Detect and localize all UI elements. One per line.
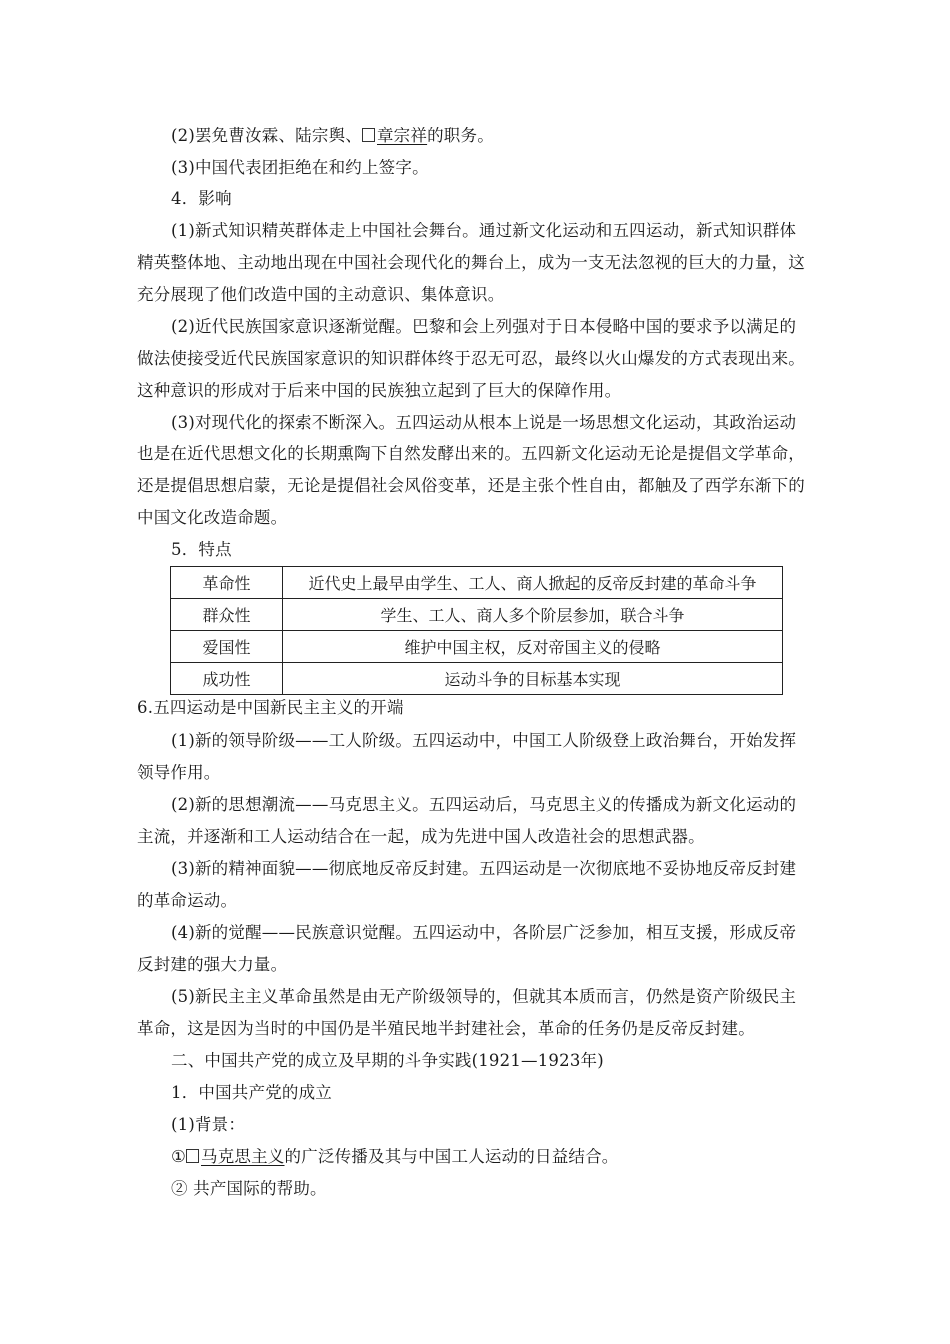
text-line [171,1147,619,1167]
circled-number: ① [171,1147,186,1166]
table-row [171,663,783,695]
text-line: (1)新的领导阶级——工人阶级。五四运动中，中国工人阶级登上政治舞台，开始发挥 [171,731,797,750]
text-line: 充分展现了他们改造中国的主动意识、集体意识。 [137,285,505,304]
text-line: 做法使接受近代民族国家意识的知识群体终于忍无可忍，最终以火山爆发的方式表现出来。 [137,349,805,368]
section-heading: 5．特点 [171,540,232,559]
table-cell-key: 爱国性 [171,631,283,663]
text-line: 革命，这是因为当时的中国仍是半殖民地半封建社会，革命的任务仍是反帝反封建。 [137,1019,755,1038]
text-line: (3)新的精神面貌——彻底地反帝反封建。五四运动是一次彻底地不妥协地反帝反封建 [171,859,797,878]
text-line: (1)背景： [171,1115,246,1134]
table-cell-value: 学生、工人、商人多个阶层参加，联合斗争 [283,599,783,631]
text-line: (3)对现代化的探索不断深入。五四运动从根本上说是一场思想文化运动，其政治运动 [171,413,797,432]
table-cell-key: 成功性 [171,663,283,695]
table-cell-value: 近代史上最早由学生、工人、商人掀起的反帝反封建的革命斗争 [283,567,783,599]
table-cell-value: 运动斗争的目标基本实现 [283,663,783,695]
text-segment: 的广泛传播及其与中国工人运动的日益结合。 [284,1147,619,1166]
table-cell-key: 群众性 [171,599,283,631]
text-line: (5)新民主主义革命虽然是由无产阶级领导的，但就其本质而言，仍然是资产阶级民主 [171,987,797,1006]
text-line: 中国文化改造命题。 [137,508,288,527]
section-heading: 4．影响 [171,189,232,208]
table-cell-value: 维护中国主权，反对帝国主义的侵略 [283,631,783,663]
text-line: 也是在近代思想文化的长期熏陶下自然发酵出来的。五四新文化运动无论是提倡文学革命， [137,444,805,463]
text-line: (2)近代民族国家意识逐渐觉醒。巴黎和会上列强对于日本侵略中国的要求予以满足的 [171,317,797,336]
text-line: 这种意识的形成对于后来中国的民族独立起到了巨大的保障作用。 [137,381,622,400]
table-row [171,599,783,631]
table-row [171,567,783,599]
fill-in-answer: 马克思主义 [201,1147,285,1166]
section-heading: 1．中国共产党的成立 [171,1083,332,1102]
text-line: 领导作用。 [137,763,221,782]
text-line: 精英整体地、主动地出现在中国社会现代化的舞台上，成为一支无法忽视的巨大的力量，这 [137,253,805,272]
text-line: 主流，并逐渐和工人运动结合在一起，成为先进中国人改造社会的思想武器。 [137,827,705,846]
text-line: 反封建的强大力量。 [137,955,288,974]
text-line: ② 共产国际的帮助。 [171,1179,327,1198]
text-line: (2)新的思想潮流——马克思主义。五四运动后，马克思主义的传播成为新文化运动的 [171,795,797,814]
blank-box [186,1149,199,1163]
text-segment: 的职务。 [427,126,494,145]
text-line: (3)中国代表团拒绝在和约上签字。 [171,158,429,177]
text-line: (1)新式知识精英群体走上中国社会舞台。通过新文化运动和五四运动，新式知识群体 [171,221,797,240]
table-row [171,631,783,663]
section-heading: 6.五四运动是中国新民主主义的开端 [137,698,404,717]
fill-in-answer: 章宗祥 [376,126,428,145]
text-line: 还是提倡思想启蒙，无论是提倡社会风俗变革，还是主张个性自由，都触及了西学东渐下的 [137,476,805,495]
blank-box [362,128,375,142]
text-line [171,126,494,146]
section-heading: 二、中国共产党的成立及早期的斗争实践(1921—1923年) [171,1051,604,1070]
text-line: 的革命运动。 [137,891,238,910]
table-cell-key: 革命性 [171,567,283,599]
text-line: (4)新的觉醒——民族意识觉醒。五四运动中，各阶层广泛参加，相互支援，形成反帝 [171,923,797,942]
traits-table [170,566,783,695]
text-segment: (2)罢免曹汝霖、陆宗舆、 [171,126,362,145]
